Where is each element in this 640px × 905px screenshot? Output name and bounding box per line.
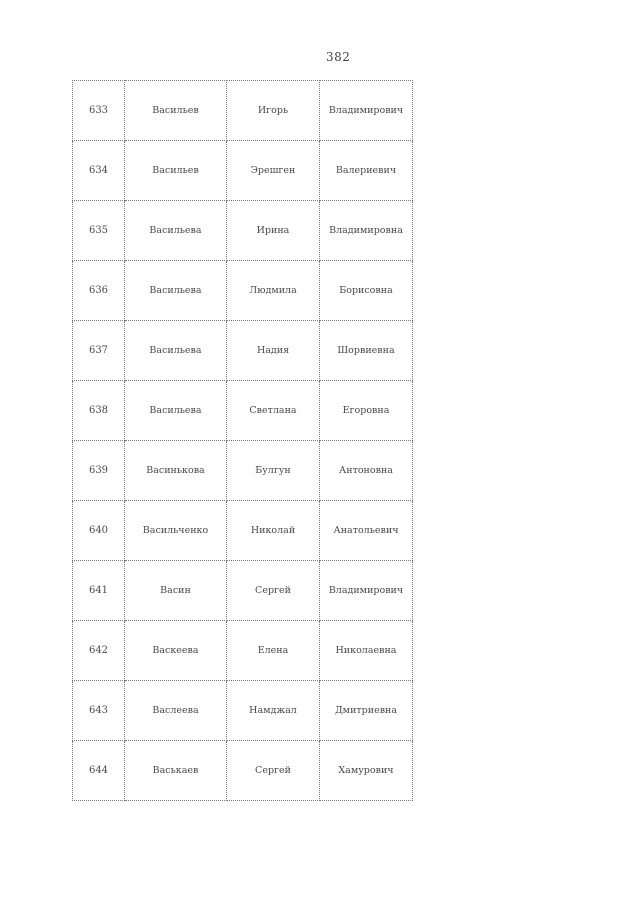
- row-number: 641: [73, 561, 125, 621]
- patronymic-cell: Владимировна: [320, 201, 413, 261]
- patronymic-cell: Егоровна: [320, 381, 413, 441]
- patronymic-cell: Хамурович: [320, 741, 413, 801]
- row-number: 634: [73, 141, 125, 201]
- table-row: [73, 201, 413, 261]
- patronymic-cell: Шорвиевна: [320, 321, 413, 381]
- name-list-table: [72, 80, 413, 801]
- patronymic-cell: Антоновна: [320, 441, 413, 501]
- table-row: [73, 501, 413, 561]
- first-name-cell: Эрешген: [227, 141, 320, 201]
- table-row: [73, 681, 413, 741]
- first-name-cell: Людмила: [227, 261, 320, 321]
- surname-cell: Васлеева: [125, 681, 227, 741]
- surname-cell: Васькаев: [125, 741, 227, 801]
- patronymic-cell: Владимирович: [320, 561, 413, 621]
- table-row: [73, 321, 413, 381]
- row-number: 640: [73, 501, 125, 561]
- first-name-cell: Булгун: [227, 441, 320, 501]
- table-row: [73, 141, 413, 201]
- surname-cell: Васильева: [125, 321, 227, 381]
- first-name-cell: Игорь: [227, 81, 320, 141]
- first-name-cell: Ирина: [227, 201, 320, 261]
- patronymic-cell: Владимирович: [320, 81, 413, 141]
- row-number: 635: [73, 201, 125, 261]
- patronymic-cell: Николаевна: [320, 621, 413, 681]
- surname-cell: Васильев: [125, 81, 227, 141]
- table-row: [73, 441, 413, 501]
- first-name-cell: Елена: [227, 621, 320, 681]
- row-number: 636: [73, 261, 125, 321]
- table-row: [73, 621, 413, 681]
- first-name-cell: Сергей: [227, 741, 320, 801]
- surname-cell: Васильева: [125, 261, 227, 321]
- first-name-cell: Надия: [227, 321, 320, 381]
- surname-cell: Васкеева: [125, 621, 227, 681]
- first-name-cell: Николай: [227, 501, 320, 561]
- first-name-cell: Намджал: [227, 681, 320, 741]
- surname-cell: Васин: [125, 561, 227, 621]
- surname-cell: Васильева: [125, 381, 227, 441]
- table-row: [73, 741, 413, 801]
- row-number: 639: [73, 441, 125, 501]
- page-number: 382: [326, 50, 351, 64]
- first-name-cell: Сергей: [227, 561, 320, 621]
- surname-cell: Васинькова: [125, 441, 227, 501]
- table-row: [73, 81, 413, 141]
- table-row: [73, 261, 413, 321]
- table-row: [73, 381, 413, 441]
- surname-cell: Васильева: [125, 201, 227, 261]
- row-number: 643: [73, 681, 125, 741]
- patronymic-cell: Анатольевич: [320, 501, 413, 561]
- patronymic-cell: Валериевич: [320, 141, 413, 201]
- first-name-cell: Светлана: [227, 381, 320, 441]
- row-number: 633: [73, 81, 125, 141]
- row-number: 637: [73, 321, 125, 381]
- patronymic-cell: Дмитриевна: [320, 681, 413, 741]
- row-number: 644: [73, 741, 125, 801]
- table-row: [73, 561, 413, 621]
- row-number: 638: [73, 381, 125, 441]
- row-number: 642: [73, 621, 125, 681]
- surname-cell: Васильев: [125, 141, 227, 201]
- surname-cell: Васильченко: [125, 501, 227, 561]
- patronymic-cell: Борисовна: [320, 261, 413, 321]
